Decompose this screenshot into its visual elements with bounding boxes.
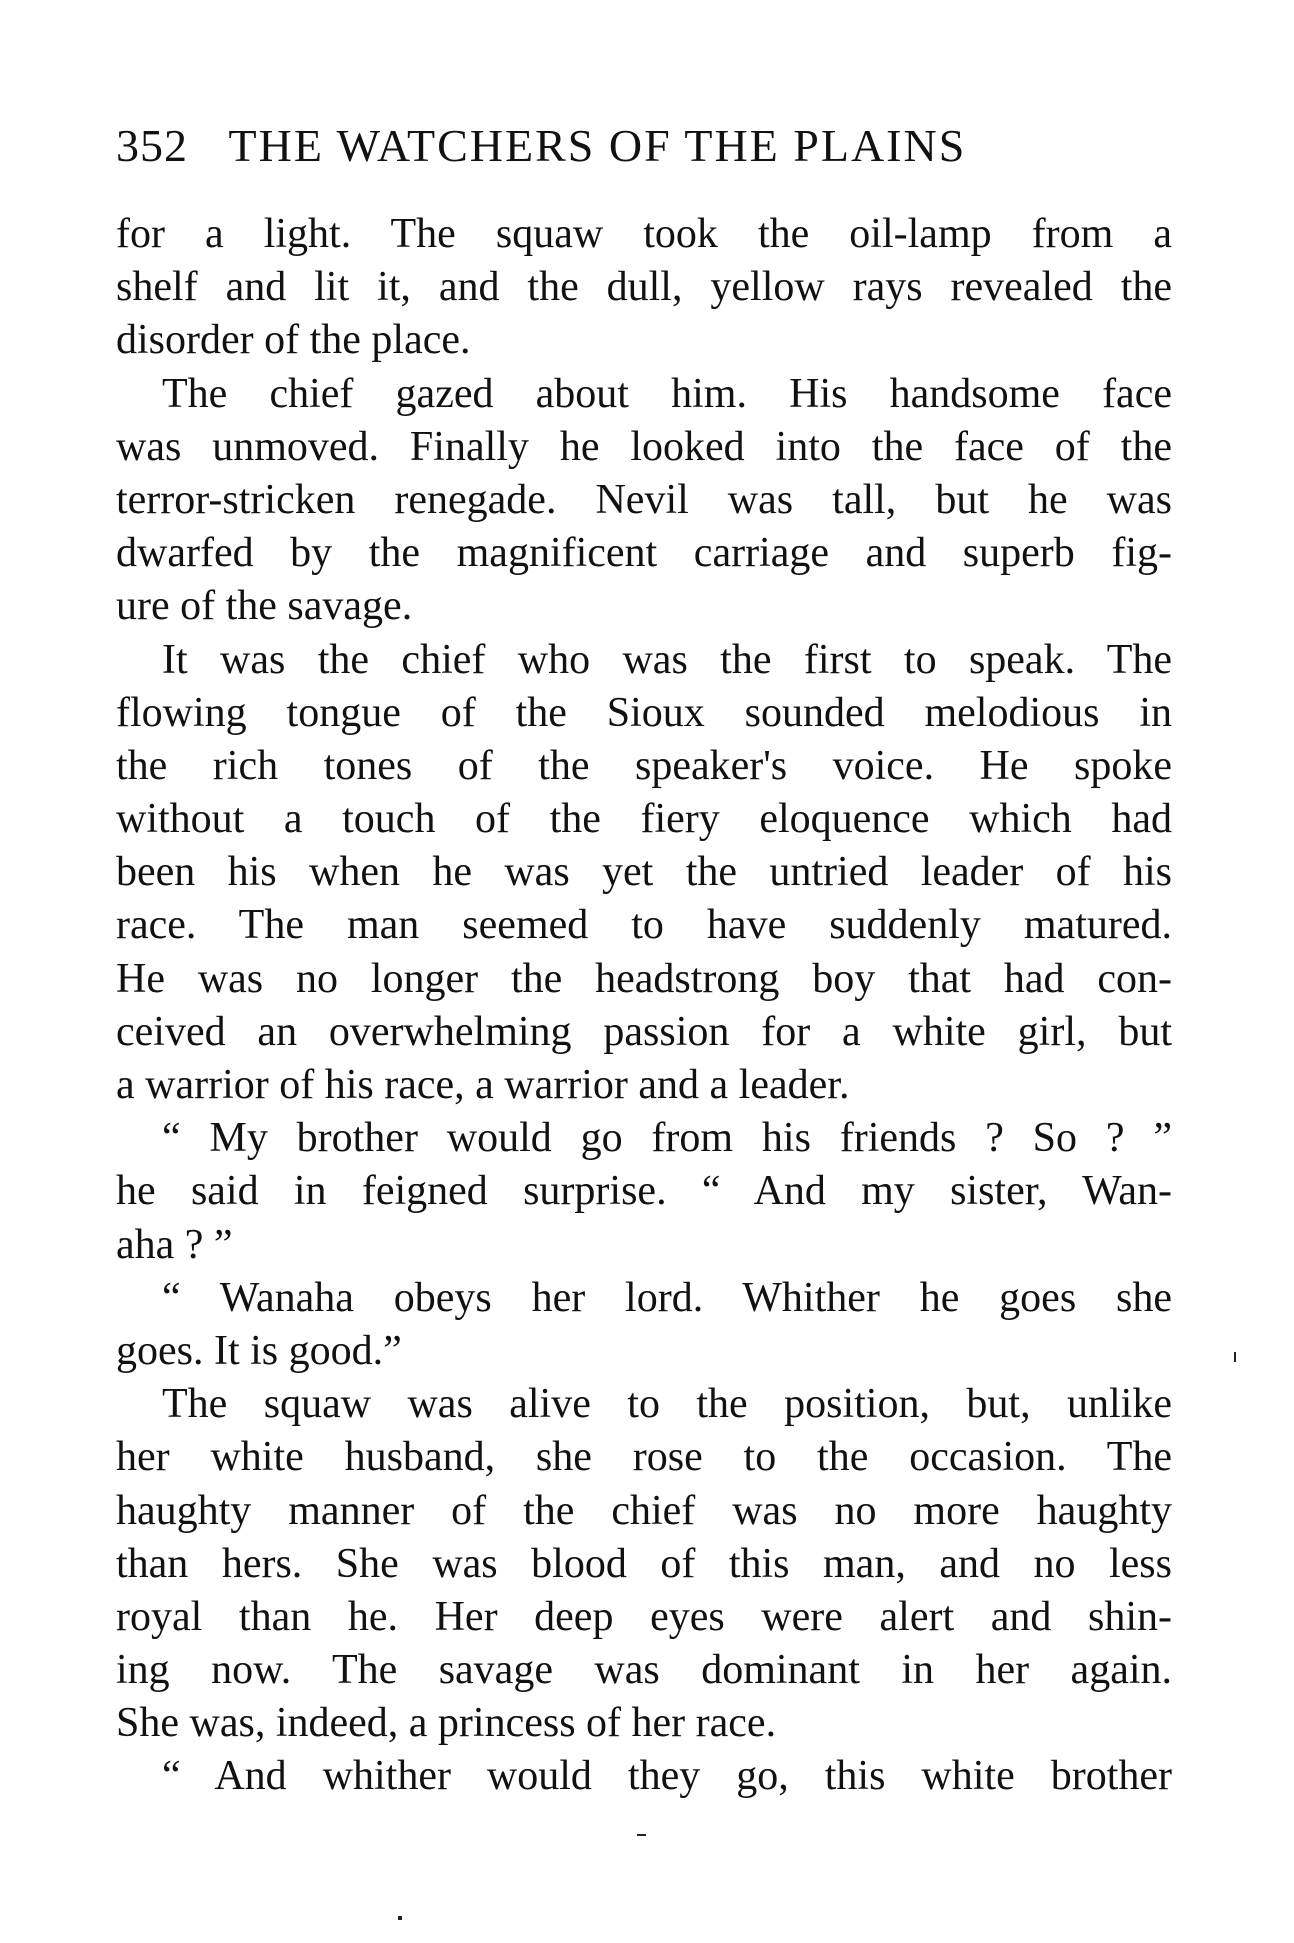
- body-text: [116, 208, 1172, 1804]
- text-line: haughty manner of the chief was no more haughty: [116, 1487, 1172, 1534]
- text-line: The squaw was alive to the position, but, unlike: [162, 1381, 1172, 1428]
- running-title: THE WATCHERS OF THE PLAINS: [228, 120, 967, 171]
- text-line: goes. It is good.”: [116, 1327, 402, 1374]
- text-line: been his when he was yet the untried leader of his: [116, 849, 1172, 896]
- text-line: It was the chief who was the first to speak. The: [162, 636, 1172, 683]
- text-line: aha ? ”: [116, 1221, 233, 1268]
- text-line: shelf and lit it, and the dull, yellow rays revealed the: [116, 264, 1172, 311]
- text-line: She was, indeed, a princess of her race.: [116, 1700, 777, 1747]
- text-line: her white husband, she rose to the occasion. The: [116, 1434, 1172, 1481]
- scan-speck: [398, 1916, 402, 1920]
- text-line: He was no longer the headstrong boy that had con-: [116, 955, 1172, 1002]
- text-line: a warrior of his race, a warrior and a leader.: [116, 1062, 850, 1108]
- text-line: “ My brother would go from his friends ? So ? ”: [162, 1115, 1172, 1162]
- text-line: flowing tongue of the Sioux sounded melodious in: [116, 689, 1172, 736]
- text-line: race. The man seemed to have suddenly matured.: [116, 902, 1172, 949]
- text-line: ure of the savage.: [116, 583, 413, 630]
- page-header: [116, 116, 1176, 176]
- scan-speck: [637, 1834, 646, 1836]
- text-line: disorder of the place.: [116, 317, 471, 364]
- page-number: 352: [116, 120, 188, 171]
- text-line: ing now. The savage was dominant in her again.: [116, 1647, 1172, 1694]
- text-line: dwarfed by the magnificent carriage and superb fig-: [116, 530, 1172, 577]
- text-line: “ And whither would they go, this white brother: [162, 1753, 1172, 1800]
- text-line: than hers. She was blood of this man, and no less: [116, 1540, 1172, 1587]
- text-line: for a light. The squaw took the oil-lamp from a: [116, 211, 1172, 257]
- text-line: royal than he. Her deep eyes were alert and shin-: [116, 1593, 1172, 1640]
- scan-speck: [1234, 1352, 1236, 1362]
- text-line: was unmoved. Finally he looked into the face of the: [116, 423, 1172, 470]
- text-line: he said in feigned surprise. “ And my sister, Wan-: [116, 1168, 1172, 1215]
- text-line: the rich tones of the speaker's voice. He spoke: [116, 742, 1172, 789]
- text-line: The chief gazed about him. His handsome face: [162, 370, 1172, 417]
- text-line: ceived an overwhelming passion for a white girl, but: [116, 1008, 1172, 1055]
- text-line: terror-stricken renegade. Nevil was tall, but he was: [116, 476, 1172, 523]
- text-line: without a touch of the fiery eloquence which had: [116, 796, 1172, 843]
- text-line: “ Wanaha obeys her lord. Whither he goes she: [162, 1274, 1172, 1321]
